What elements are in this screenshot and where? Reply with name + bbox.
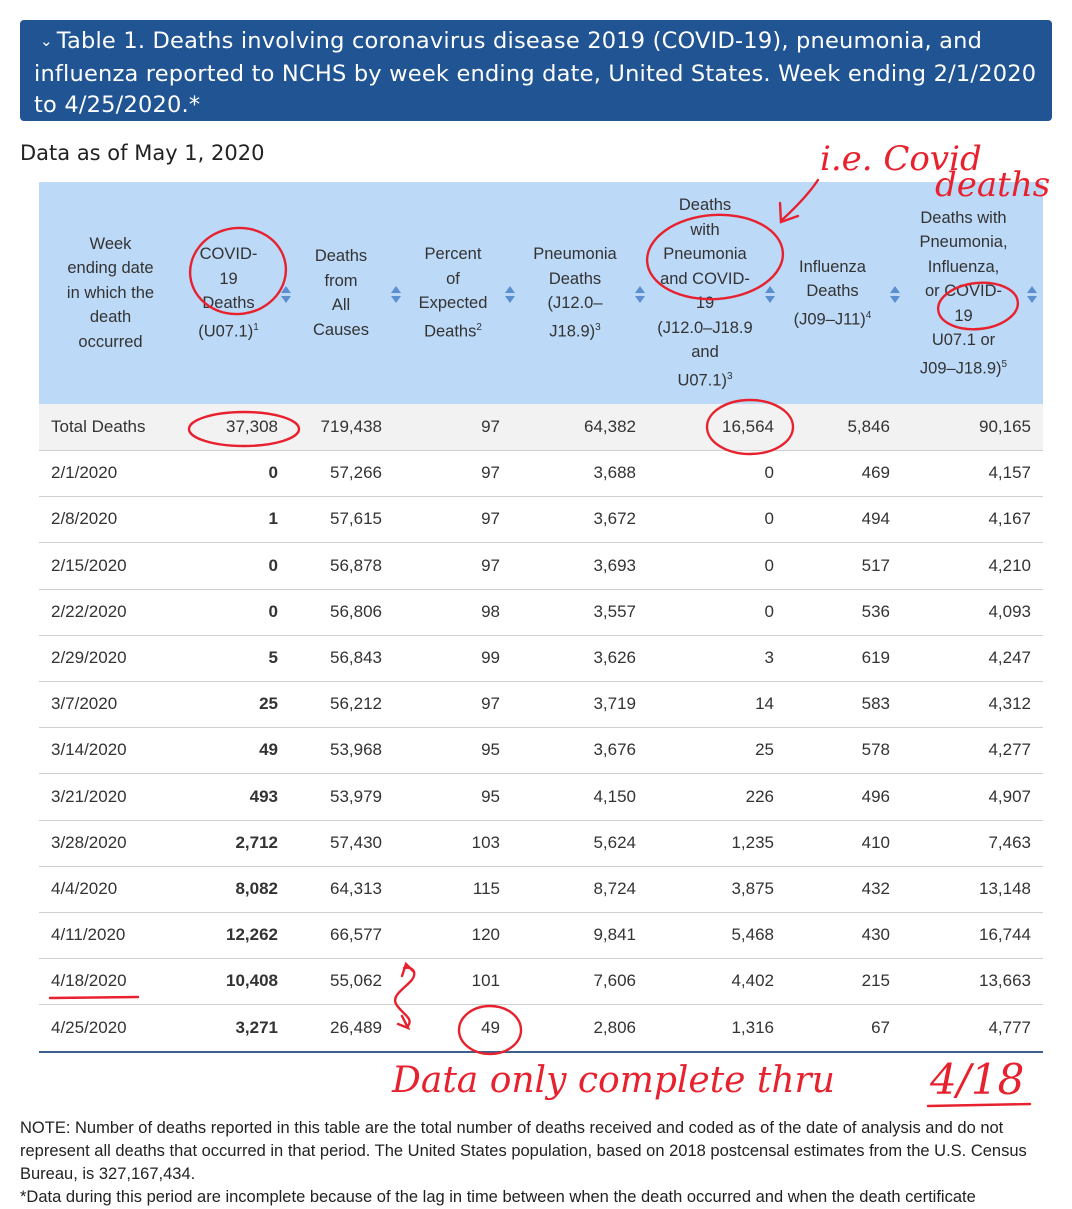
table-cell: 3,875 bbox=[731, 879, 774, 898]
table-cell: 215 bbox=[861, 971, 890, 991]
table-row bbox=[39, 774, 1043, 821]
table-cell: 3,693 bbox=[593, 555, 636, 575]
table-cell: 95 bbox=[481, 740, 500, 760]
table-cell: 16,744 bbox=[979, 925, 1031, 945]
table-cell: 4,150 bbox=[593, 786, 636, 806]
row-label: 4/18/2020 bbox=[51, 971, 127, 991]
sort-icon[interactable] bbox=[635, 286, 645, 304]
table-row bbox=[39, 912, 1043, 959]
table-cell: 66,577 bbox=[330, 925, 382, 945]
table-cell: 1,235 bbox=[731, 832, 774, 852]
table-cell: 90,165 bbox=[979, 417, 1031, 436]
table-cell: 4,777 bbox=[988, 1017, 1031, 1037]
chevron-down-icon: ⌄ bbox=[40, 32, 53, 50]
table-row bbox=[39, 543, 1043, 590]
table-cell: 115 bbox=[472, 879, 500, 898]
sort-icon[interactable] bbox=[505, 286, 515, 304]
table-cell: 4,277 bbox=[988, 740, 1031, 760]
table-cell: 4,157 bbox=[988, 463, 1031, 483]
column-header-0 bbox=[39, 182, 182, 404]
table-cell: 97 bbox=[481, 417, 500, 436]
column-header-label: Deaths from All Causes bbox=[313, 247, 369, 339]
table-cell: 0 bbox=[764, 463, 774, 483]
table-cell: 57,266 bbox=[330, 463, 382, 483]
row-label: 3/21/2020 bbox=[51, 786, 127, 806]
table-cell: 49 bbox=[259, 740, 278, 760]
row-label: 4/25/2020 bbox=[51, 1017, 127, 1037]
table-cell: 97 bbox=[481, 463, 500, 483]
table-cell: 3 bbox=[764, 648, 774, 667]
table-cell: 8,724 bbox=[593, 879, 636, 898]
table-cell: 56,806 bbox=[330, 601, 382, 621]
table-cell: 97 bbox=[481, 509, 500, 529]
table-cell: 4,167 bbox=[988, 509, 1031, 529]
table-cell: 2,712 bbox=[235, 832, 278, 852]
table-cell: 13,148 bbox=[979, 879, 1031, 898]
row-label: 3/7/2020 bbox=[51, 694, 118, 714]
table-cell: 3,688 bbox=[593, 463, 636, 483]
table-cell: 4,907 bbox=[988, 786, 1031, 806]
table-row bbox=[39, 681, 1043, 728]
table-cell: 5,846 bbox=[847, 417, 890, 436]
sort-icon[interactable] bbox=[1027, 286, 1037, 304]
table-cell: 95 bbox=[481, 786, 500, 806]
table-note bbox=[20, 1117, 1050, 1209]
table-cell: 99 bbox=[481, 648, 500, 667]
table-row bbox=[39, 958, 1043, 1005]
table-cell: 56,843 bbox=[330, 648, 382, 667]
table-cell: 5 bbox=[268, 648, 278, 667]
column-header-7[interactable] bbox=[906, 182, 1021, 404]
table-cell: 97 bbox=[481, 555, 500, 575]
row-label: 2/22/2020 bbox=[51, 601, 127, 621]
column-header-label: COVID- 19 Deaths $(U07.1)^1$ bbox=[198, 245, 259, 341]
table-cell: 7,463 bbox=[988, 832, 1031, 852]
table-row bbox=[39, 635, 1043, 682]
table-cell: 430 bbox=[861, 925, 890, 945]
sort-icon[interactable] bbox=[765, 286, 775, 304]
column-header-label: Pneumonia Deaths (J12.0– J18.9)$^3$ bbox=[533, 245, 617, 341]
table-cell: 56,212 bbox=[330, 694, 382, 714]
table-cell: 37,308 bbox=[226, 417, 278, 436]
row-label: 4/4/2020 bbox=[51, 879, 118, 898]
table-row bbox=[39, 496, 1043, 543]
table-cell: 0 bbox=[268, 555, 278, 575]
row-label: 2/15/2020 bbox=[51, 555, 127, 575]
table-row bbox=[39, 866, 1043, 913]
note-covid-1: i.e. Covid bbox=[820, 139, 982, 179]
table-cell: 57,430 bbox=[330, 832, 382, 852]
column-header-label: Week ending date in which the death occurred bbox=[66, 234, 155, 351]
column-header-label: Deaths with Pneumonia, Influenza, or COVID- 19 U07.1 or J09–J18.9)$^5$ bbox=[919, 208, 1008, 377]
table-cell: 101 bbox=[471, 971, 500, 991]
table-cell: 10,408 bbox=[226, 971, 278, 991]
table-cell: 120 bbox=[471, 925, 500, 945]
table-cell: 536 bbox=[861, 601, 890, 621]
column-header-2[interactable] bbox=[297, 182, 385, 404]
table-row bbox=[39, 820, 1043, 867]
sort-icon[interactable] bbox=[890, 286, 900, 304]
table-cell: 0 bbox=[764, 509, 774, 529]
row-label: Total Deaths bbox=[51, 417, 146, 436]
note-footnote-text: *Data during this period are incomplete because of the lag in time between when the death occurred and when the death certificate bbox=[20, 1188, 976, 1206]
sort-icon[interactable] bbox=[391, 286, 401, 304]
row-label: 2/8/2020 bbox=[51, 509, 118, 529]
row-label: 3/28/2020 bbox=[51, 832, 127, 852]
table-cell: 3,672 bbox=[593, 509, 636, 529]
column-header-label: Influenza Deaths $(J09-J11)^4$ bbox=[793, 257, 872, 328]
date-note-underline bbox=[928, 1104, 1030, 1106]
table-cell: 56,878 bbox=[330, 555, 382, 575]
table-cell: 9,841 bbox=[593, 925, 636, 945]
table-cell: 12,262 bbox=[226, 925, 278, 945]
table-cell: 16,564 bbox=[722, 417, 774, 436]
table-cell: 53,979 bbox=[330, 786, 382, 806]
table-cell: 4,093 bbox=[988, 601, 1031, 621]
table-cell: 103 bbox=[471, 832, 500, 852]
table-cell: 1 bbox=[268, 509, 278, 529]
note-data-complete-date: 4/18 bbox=[930, 1055, 1025, 1104]
note-covid-2: deaths bbox=[935, 165, 1051, 205]
sort-icon[interactable] bbox=[281, 286, 291, 304]
table-cell: 719,438 bbox=[320, 417, 382, 436]
table-cell: 496 bbox=[861, 786, 890, 806]
table-cell: 0 bbox=[764, 555, 774, 575]
table-cell: 3,676 bbox=[593, 740, 636, 760]
table-cell: 578 bbox=[861, 740, 890, 760]
table-cell: 8,082 bbox=[235, 879, 278, 898]
table-cell: 53,968 bbox=[330, 740, 382, 760]
table-cell: 5,624 bbox=[593, 832, 636, 852]
note-text: NOTE: Number of deaths reported in this table are the total number of deaths received and coded as of the date of analysis and do not represent all deaths that occurred in that period. The United States population, based on 2018 postcensal estimates from the U.S. Census Bureau, is 327,167,434. bbox=[20, 1119, 1027, 1183]
row-label: 2/29/2020 bbox=[51, 648, 127, 667]
table-cell: 3,626 bbox=[593, 648, 636, 667]
column-header-label: Deaths with Pneumonia and COVID- 19 (J12.0–J18.9 and U07.1)$^3$ bbox=[657, 196, 753, 390]
table-cell: 7,606 bbox=[593, 971, 636, 991]
table-cell: 5,468 bbox=[731, 925, 774, 945]
table-bottom-rule bbox=[39, 1051, 1043, 1053]
table-cell: 64,313 bbox=[330, 879, 382, 898]
table-cell: 0 bbox=[268, 601, 278, 621]
table-cell: 4,402 bbox=[731, 971, 774, 991]
column-header-6[interactable] bbox=[781, 182, 884, 404]
total-row bbox=[39, 404, 1043, 451]
table-cell: 494 bbox=[861, 509, 890, 529]
table-header bbox=[39, 182, 1043, 406]
table-cell: 98 bbox=[481, 601, 500, 621]
table-cell: 469 bbox=[861, 463, 890, 483]
table-cell: 0 bbox=[268, 463, 278, 483]
data-as-of: Data as of May 1, 2020 bbox=[20, 141, 265, 165]
table-cell: 410 bbox=[861, 832, 890, 852]
table-title-banner[interactable] bbox=[20, 20, 1052, 121]
table-cell: 4,312 bbox=[988, 694, 1031, 714]
table-cell: 67 bbox=[871, 1017, 890, 1037]
table-cell: 57,615 bbox=[330, 509, 382, 529]
table-cell: 0 bbox=[764, 601, 774, 621]
table-cell: 2,806 bbox=[593, 1017, 636, 1037]
table-cell: 14 bbox=[755, 694, 774, 714]
table-cell: 583 bbox=[861, 694, 890, 714]
column-header-label: Percent of Expected Deaths$^2$ bbox=[418, 245, 488, 341]
table-cell: 13,663 bbox=[979, 971, 1031, 991]
table-cell: 619 bbox=[861, 648, 890, 667]
column-header-4[interactable] bbox=[521, 182, 629, 404]
table-cell: 64,382 bbox=[584, 417, 636, 436]
column-header-1[interactable] bbox=[182, 182, 275, 404]
table-title bbox=[34, 26, 1038, 121]
table-row bbox=[39, 589, 1043, 636]
table-cell: 3,271 bbox=[235, 1017, 278, 1037]
table-row bbox=[39, 1005, 1043, 1052]
table-row bbox=[39, 450, 1043, 497]
table-cell: 55,062 bbox=[330, 971, 382, 991]
column-header-3[interactable] bbox=[407, 182, 499, 404]
row-label: 3/14/2020 bbox=[51, 740, 127, 760]
table-cell: 25 bbox=[259, 694, 278, 714]
note-data-complete: Data only complete thru bbox=[392, 1060, 835, 1101]
table-title-text: Table 1. Deaths involving coronavirus disease 2019 (COVID-19), pneumonia, and influenza reported to NCHS by week ending date, United States. Week ending 2/1/2020 to 4/25/2020.* bbox=[34, 28, 1037, 118]
table-cell: 517 bbox=[861, 555, 890, 575]
table-cell: 493 bbox=[249, 786, 278, 806]
row-label: 2/1/2020 bbox=[51, 463, 118, 483]
table-cell: 3,719 bbox=[593, 694, 636, 714]
table-cell: 26,489 bbox=[330, 1017, 382, 1037]
table-cell: 25 bbox=[755, 740, 774, 760]
column-header-5[interactable] bbox=[651, 182, 759, 404]
table-cell: 97 bbox=[481, 694, 500, 714]
table-cell: 4,210 bbox=[988, 555, 1031, 575]
row-label: 4/11/2020 bbox=[51, 925, 126, 945]
table-cell: 1,316 bbox=[731, 1017, 774, 1037]
table-cell: 49 bbox=[481, 1017, 500, 1037]
table-cell: 432 bbox=[861, 879, 890, 898]
table-cell: 4,247 bbox=[988, 648, 1031, 667]
table-cell: 226 bbox=[745, 786, 774, 806]
table-cell: 3,557 bbox=[593, 601, 636, 621]
table-row bbox=[39, 727, 1043, 774]
